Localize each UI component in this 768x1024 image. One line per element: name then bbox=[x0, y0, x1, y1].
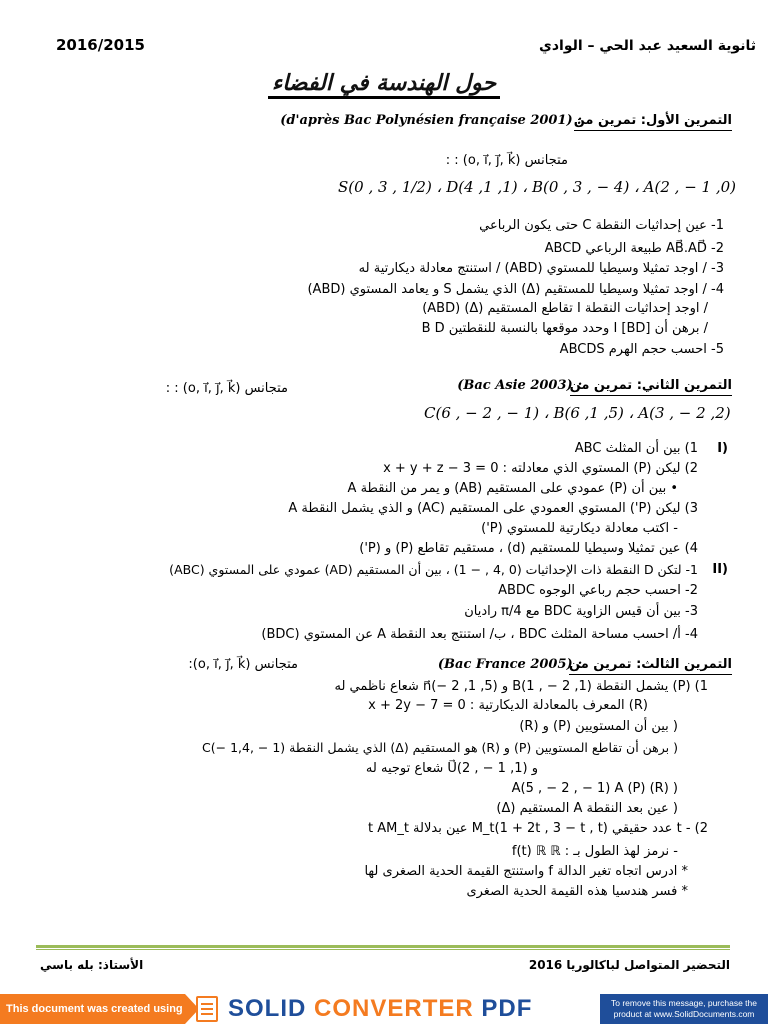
converter-banner[interactable] bbox=[0, 994, 768, 1024]
ex2-q1: 1) بين أن المثلث ABC bbox=[574, 441, 698, 456]
solid-converter-logo: SOLID CONVERTER PDF bbox=[228, 995, 533, 1022]
ex1-frame: متجانس (o, i⃗, j⃗, k⃗) : : bbox=[445, 153, 568, 168]
ex3-q2: 2) - t عدد حقيقي M_t(1 + 2t , 3 − t , t) عين بدلالة t AM_t bbox=[367, 821, 708, 836]
ex1-q5: 5- احسب حجم الهرم ABCDS bbox=[559, 342, 724, 357]
purchase-line-2: product at www.SolidDocuments.com bbox=[613, 1009, 755, 1019]
ex2-points: C(6 , − 2 , − 1) ، B(6 ,1 ,5) ، A(3 , − 2 ,2) bbox=[424, 404, 731, 422]
footer-year: التحضير المتواصل لباكالوريا 2016 bbox=[528, 958, 730, 972]
ex2-q2: 2) ليكن (P) المستوي الذي معادلته : x + y + z − 3 = 0 bbox=[383, 461, 698, 476]
ex3-q1: 1) (P) يشمل النقطة B(1 , − 2 ,1) و n⃗(− 2 ,1 ,5) شعاع ناظمي له bbox=[334, 679, 708, 694]
ex3-q2b: - نرمز لهذ الطول بـ : f(t) ℝ ℝ bbox=[511, 844, 678, 859]
ex2-q4: 4) عين تمثيلا وسيطيا للمستقيم (d) ، مستقيم تقاطع (P) و (P') bbox=[359, 541, 698, 556]
footer-author: الأستاذ: بله باسي bbox=[40, 958, 144, 972]
exercise-1-header: التمرين الأول: تمرين من (d'après Bac Polynésien française 2001) : bbox=[32, 112, 732, 132]
ex3-q2c: * ادرس اتجاه تغير الدالة f واستنتج القيمة الحدية الصغرى لها bbox=[364, 864, 688, 879]
ex2-p2q2: 2- احسب حجم رباعي الوجوه ABDC bbox=[498, 583, 698, 598]
ex2-p2q3: 3- بين أن قيس الزاوية BDC مع π/4 راديان bbox=[464, 604, 698, 619]
ex1-q1: 1- عين إحداثيات النقطة C حتى يكون الرباعي bbox=[479, 218, 724, 233]
purchase-line-1: To remove this message, purchase the bbox=[611, 998, 757, 1008]
ex2-part1: (I bbox=[717, 441, 728, 456]
school-year: 2016/2015 bbox=[56, 36, 145, 54]
ex1-q3: 3- / اوجد تمثيلا وسيطيا للمستوي (ABD) / استنتج معادلة ديكارتية له bbox=[358, 261, 724, 276]
document-icon bbox=[196, 996, 218, 1022]
school-name: ثانوية السعيد عبد الحي – الوادي bbox=[539, 38, 756, 54]
exercise-2-header: التمرين الثاني: تمرين من (Bac Asie 2003) : bbox=[32, 377, 732, 397]
ex1-q2: 2- AB⃗.AD⃗ طبيعة الرباعي ABCD bbox=[544, 241, 724, 256]
ex3-q1c: ( بين أن المستويين (P) و (R) bbox=[519, 719, 678, 734]
ex3-q1d: ( برهن أن تقاطع المستويين (P) و (R) هو المستقيم (Δ) الذي يشمل النقطة C(− 1,4, − 1) bbox=[202, 740, 678, 755]
ex2-frame: متجانس (o, i⃗, j⃗, k⃗) : : bbox=[165, 381, 288, 396]
ex3-frame: متجانس (o, i⃗, j⃗, k⃗): bbox=[188, 657, 298, 672]
footer-rule-thin bbox=[36, 949, 730, 950]
purchase-link[interactable] bbox=[600, 994, 768, 1024]
ex2-q3: 3) ليكن (P') المستوي العمودي على المستقيم (AC) و الذي يشمل النقطة A bbox=[288, 501, 698, 516]
banner-created-text: This document was created using bbox=[0, 994, 185, 1024]
ex2-p2q1: 1- لتكن D النقطة ذات الإحداثيات (0 ,4 , − 1) ، بين أن المستقيم (AD) عمودي على المستوي (ABC) bbox=[169, 562, 698, 577]
ex2-q3b: - اكتب معادلة ديكارتية للمستوي (P') bbox=[481, 521, 678, 536]
ex3-q1b: (R) المعرف بالمعادلة الديكارتية : x + 2y − 7 = 0 bbox=[368, 698, 648, 713]
ex2-p2q4: 4- أ/ احسب مساحة المثلث BDC ، ب/ استنتج بعد النقطة A عن المستوي (BDC) bbox=[261, 627, 698, 642]
ex3-q1g: ( عين بعد النقطة A المستقيم (Δ) bbox=[496, 801, 678, 816]
ex2-q2b: • بين أن (P) عمودي على المستقيم (AB) و يمر من النقطة A bbox=[347, 481, 678, 496]
ex2-part2: (II bbox=[712, 562, 728, 577]
page-title: حول الهندسة في الفضاء bbox=[0, 70, 768, 96]
ex3-q1e: و U⃗(2 , − 1 ,1) شعاع توجيه له bbox=[365, 761, 538, 776]
ex3-q1f: ( A(5 , − 2 , − 1) A (P) (R) bbox=[511, 781, 678, 796]
ex3-q2d: * فسر هندسيا هذه القيمة الحدية الصغرى bbox=[466, 884, 688, 899]
exercise-3-header: التمرين الثالث: تمرين من (Bac France 2005) : bbox=[32, 656, 732, 676]
ex1-q4a: 4- / اوجد تمثيلا وسيطيا للمستقيم (Δ) الذي يشمل S و يعامد المستوي (ABD) bbox=[307, 282, 724, 297]
ex1-q4b: / اوجد إحداثيات النقطة I تقاطع المستقيم (Δ) (ABD) bbox=[422, 301, 708, 316]
ex1-points: S(0 , 3 , 1/2) ، D(4 ,1 ,1) ، B(0 , 3 , − 4) ، A(2 , − 1 ,0) bbox=[338, 178, 737, 196]
footer-rule bbox=[36, 945, 730, 948]
ex1-q4c: / برهن أن I [BD] وحدد موقعها بالنسبة للنقطتين B D bbox=[421, 321, 708, 336]
